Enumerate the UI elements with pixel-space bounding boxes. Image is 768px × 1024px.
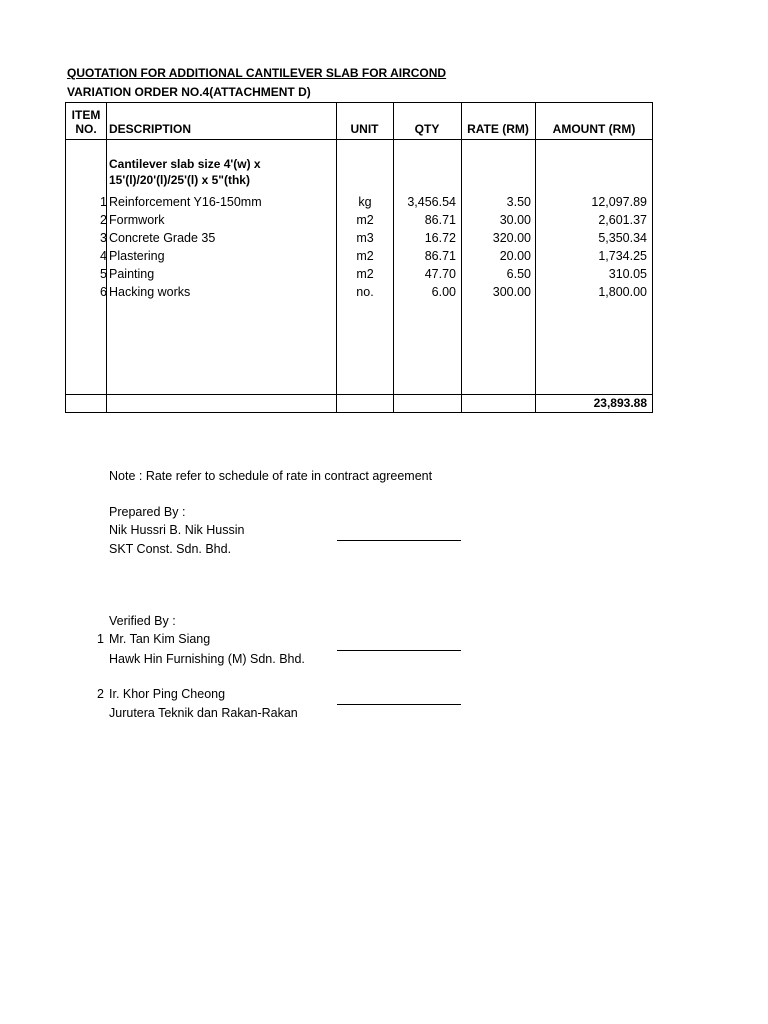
verified-by-label: Verified By : — [109, 614, 176, 628]
column-header-description: DESCRIPTION — [109, 122, 192, 136]
prepared-by-name: Nik Hussri B. Nik Hussin — [109, 523, 245, 537]
column-header-rate: RATE (RM) — [467, 122, 529, 136]
row-unit: m2 — [356, 249, 374, 263]
verifier-company: Jurutera Teknik dan Rakan-Rakan — [109, 706, 298, 720]
row-rate: 3.50 — [506, 195, 531, 209]
verifier-company: Hawk Hin Furnishing (M) Sdn. Bhd. — [109, 652, 305, 666]
row-qty: 16.72 — [424, 231, 456, 245]
rate-note: Note : Rate refer to schedule of rate in contract agreement — [109, 469, 433, 483]
column-header-qty: QTY — [414, 122, 440, 136]
signature-line-prepared — [337, 540, 461, 541]
table-row — [65, 283, 653, 301]
row-description: Concrete Grade 35 — [109, 231, 216, 245]
row-rate: 320.00 — [492, 231, 531, 245]
row-unit: kg — [358, 195, 372, 209]
row-amount: 310.05 — [608, 267, 647, 281]
row-unit: no. — [356, 285, 374, 299]
row-amount: 5,350.34 — [598, 231, 647, 245]
verifier-name: Mr. Tan Kim Siang — [109, 632, 211, 646]
header-divider — [65, 139, 653, 140]
verifier-number: 1 — [97, 632, 104, 646]
row-rate: 300.00 — [492, 285, 531, 299]
row-amount: 12,097.89 — [591, 195, 647, 209]
section-title-line2: 15'(l)/20'(l)/25'(l) x 5"(thk) — [109, 173, 250, 187]
row-item-no: 4 — [100, 249, 107, 263]
row-description: Reinforcement Y16-150mm — [109, 195, 262, 209]
table-row — [65, 265, 653, 283]
row-amount: 2,601.37 — [598, 213, 647, 227]
row-qty: 3,456.54 — [407, 195, 456, 209]
row-item-no: 3 — [100, 231, 107, 245]
signature-line-verifier-1 — [337, 650, 461, 651]
document-title: QUOTATION FOR ADDITIONAL CANTILEVER SLAB FOR AIRCOND — [67, 66, 447, 80]
table-row — [65, 193, 653, 211]
verifier-number: 2 — [97, 687, 104, 701]
row-description: Painting — [109, 267, 155, 281]
column-header-unit: UNIT — [350, 122, 379, 136]
row-item-no: 5 — [100, 267, 107, 281]
section-title — [109, 156, 329, 188]
row-qty: 47.70 — [424, 267, 456, 281]
row-item-no: 2 — [100, 213, 107, 227]
signature-line-verifier-2 — [337, 704, 461, 705]
prepared-by-company: SKT Const. Sdn. Bhd. — [109, 542, 232, 556]
row-qty: 86.71 — [424, 249, 456, 263]
section-title-line1: Cantilever slab size 4'(w) x — [109, 157, 261, 171]
row-rate: 6.50 — [506, 267, 531, 281]
header-item-line1: ITEM — [71, 108, 101, 122]
header-item-line2: NO. — [75, 122, 97, 136]
row-rate: 20.00 — [499, 249, 531, 263]
column-header-amount: AMOUNT (RM) — [552, 122, 636, 136]
row-item-no: 1 — [100, 195, 107, 209]
column-header-item — [66, 108, 106, 136]
table-row — [65, 211, 653, 229]
row-unit: m2 — [356, 267, 374, 281]
total-divider — [65, 394, 653, 395]
row-unit: m3 — [356, 231, 374, 245]
row-description: Plastering — [109, 249, 165, 263]
document-subtitle: VARIATION ORDER NO.4(ATTACHMENT D) — [67, 85, 311, 99]
table-row — [65, 229, 653, 247]
row-description: Formwork — [109, 213, 165, 227]
row-qty: 6.00 — [431, 285, 456, 299]
row-amount: 1,734.25 — [598, 249, 647, 263]
table-row — [65, 247, 653, 265]
total-amount: 23,893.88 — [593, 396, 647, 410]
row-amount: 1,800.00 — [598, 285, 647, 299]
row-rate: 30.00 — [499, 213, 531, 227]
row-qty: 86.71 — [424, 213, 456, 227]
verifier-name: Ir. Khor Ping Cheong — [109, 687, 226, 701]
row-item-no: 6 — [100, 285, 107, 299]
row-unit: m2 — [356, 213, 374, 227]
prepared-by-label: Prepared By : — [109, 505, 186, 519]
row-description: Hacking works — [109, 285, 191, 299]
